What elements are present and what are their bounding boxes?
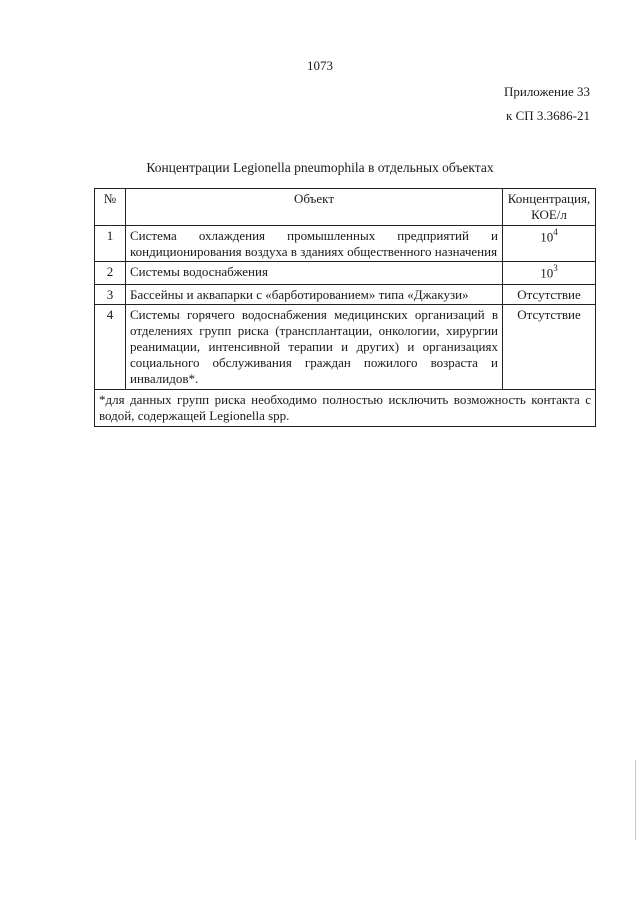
table-footnote: *для данных групп риска необходимо полностью исключить возможность контакта с водой, содержащей Legionella spp.	[95, 389, 596, 426]
concentration-base: 10	[540, 229, 554, 245]
table-footnote-row	[95, 389, 596, 426]
header-object: Объект	[126, 189, 503, 226]
row-object: Система охлаждения промышленных предприятий и кондиционирования воздуха в зданиях общественного назначения	[126, 225, 503, 262]
row-number: 4	[95, 305, 126, 389]
table-row	[95, 262, 596, 284]
concentration-table	[94, 188, 596, 427]
row-object: Системы горячего водоснабжения медицинских организаций в отделениях групп риска (трансплантации, онкологии, хирургии реанимации, интенсивной терапии и других) и организациях социального обслуживания граждан пожилого возраста и инвалидов*.	[126, 305, 503, 389]
document-title: Концентрации Legionella pneumophila в отдельных объектах	[146, 160, 494, 175]
table-row	[95, 284, 596, 305]
table-header-row	[95, 189, 596, 226]
row-number: 2	[95, 262, 126, 284]
row-number: 3	[95, 284, 126, 305]
appendix-reference: к СП 3.3686-21	[506, 108, 590, 123]
row-number: 1	[95, 225, 126, 262]
appendix-label: Приложение 33	[503, 84, 590, 99]
row-concentration: Отсутствие	[503, 305, 596, 389]
concentration-base: 10	[540, 265, 554, 281]
row-concentration: Отсутствие	[503, 284, 596, 305]
table-row	[95, 305, 596, 389]
row-concentration	[503, 262, 596, 284]
row-concentration	[503, 225, 596, 262]
table-row	[95, 225, 596, 262]
scan-margin-line	[635, 760, 636, 840]
row-object: Системы водоснабжения	[126, 262, 503, 284]
header-number: №	[95, 189, 126, 226]
concentration-exponent: 4	[553, 226, 558, 237]
page-number: 1073	[307, 58, 333, 73]
header-concentration: Концентрация, КОЕ/л	[503, 189, 596, 226]
row-object: Бассейны и аквапарки с «барботированием» типа «Джакузи»	[126, 284, 503, 305]
concentration-exponent: 3	[553, 263, 558, 274]
